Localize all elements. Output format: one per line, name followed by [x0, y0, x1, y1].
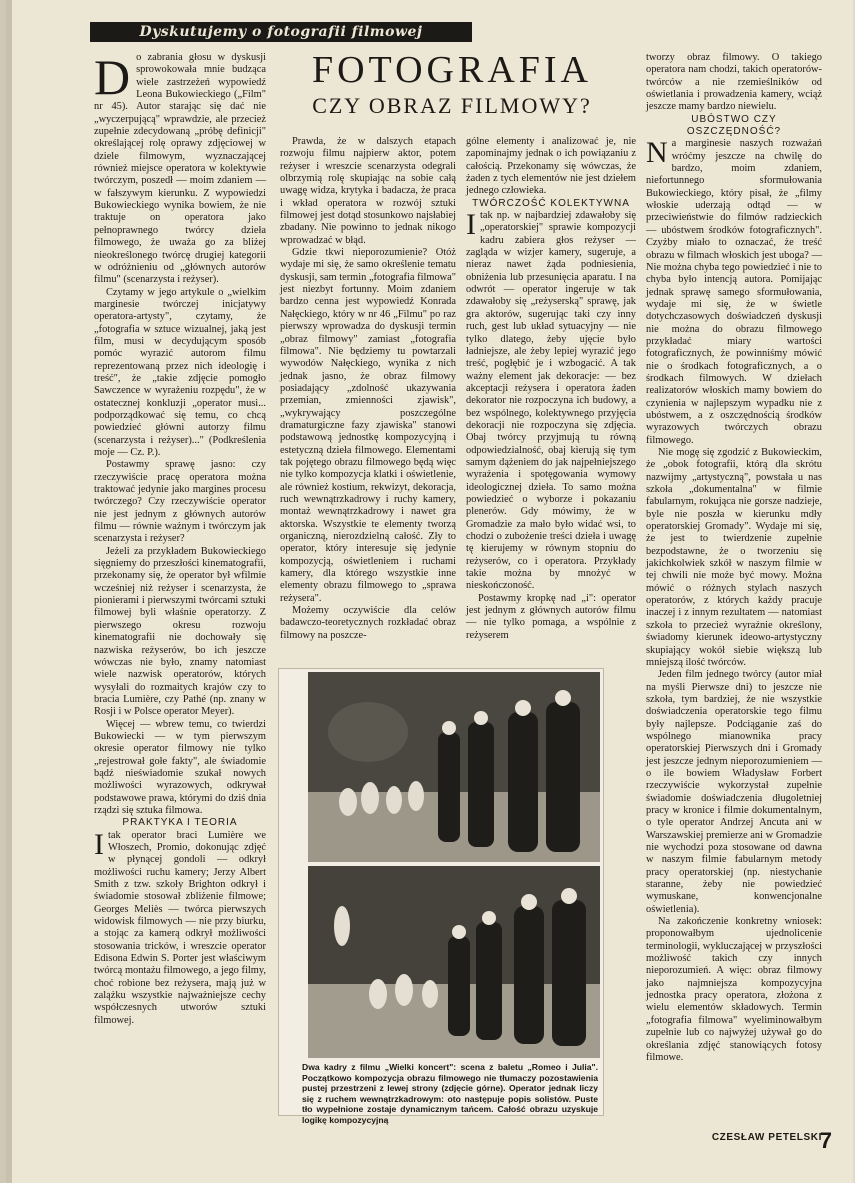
column-3 — [466, 136, 636, 642]
drop-cap: D — [94, 49, 131, 105]
drop-cap: N — [646, 136, 668, 170]
subheading: PRAKTYKA I TEORIA — [122, 817, 238, 829]
article-subtitle: CZY OBRAZ FILMOWY? — [312, 93, 592, 118]
paragraph: tak operator braci Lumière we Włoszech, Promio, dokonując zdjęć w płynącej gondoli — odkrył możliwości ruchu kamery; Jerzy Albert Smith z tzw. szkoły Brighton odkrył i świadomie stosował zbliżenie filmowe; Georges Meliès — twórca pierwszych widowisk filmowych — nie przy biurku, a stojąc za kamerą odkrył możliwości stosowania tricków, i wreszcie operator Edisona Edwin S. Porter jest właściwym twórcą montażu filmowego, a jego filmy, choć robione bez reżysera, mają już w zalążku wszystkie najważniejsze cechy współczesnych utworów sztuki filmowej. — [94, 829, 266, 1026]
drop-cap: I — [466, 208, 476, 242]
subheading: UBÓSTWO CZY OSZCZĘDNOŚĆ? — [686, 113, 782, 138]
paragraph: Nie mogę się zgodzić z Bukowieckim, że „obok fotografii, którą dla skrótu nazwijmy „artystyczną", powstała u nas szkoła „dokumentalna" w filmie fabularnym, rokująca nie gorsze nadzieje, byle nie poszła w kierunku mdły operatorskiej Gromady". Wydaje mi się, że jest to twierdzenie zupełnie bezpodstawne, że o tworzeniu się jakichkolwiek szkół w naszym filmie w tej chwili nie może być mowy. Można mówić o różnych stylach naszych operatorów, z których każdy pracuje inaczej i z innym rezultatem — natomiast szkoła to przecież wyraźnie określony, świadomy kierunek ideowo-artystyczny skupiający wokół siebie większą lub mniejszą ilość twórców. — [646, 447, 822, 668]
paragraph: Czytamy w jego artykule o „wielkim marginesie twórczej inicjatywy operatora-artysty", czytamy, że „fotografia w sztuce wizualnej, jaką jest film, musi w decydującym sposób pomóc wyrazić autorom filmu reprezentowaną przez nich ideologię i treść", że „takie zdjęcie pomogło Sawczence w wyrażeniu rozpędu", że w ostatecznej konkluzji „operator musi... podporządkować się temu, co chcą powiedzieć główni autorzy filmu (scenarzysta i reżyser)..." (Podkreślenia moje — Cz. P.). — [94, 286, 266, 458]
subheading: TWÓRCZOŚĆ KOLEKTYWNA — [472, 197, 630, 209]
paragraph: tak np. w najbardziej zdawałoby się „operatorskiej" sprawie kompozycji kadru zabiera głos reżyser — zagląda w wizjer kamery, sugeruje, a nieraz nawet żąda podniesienia, obniżenia lub przesunięcia aparatu. I na odwrót — operator ingeruje w tak zdawałoby się „reżyserską" sprawę, jak gra aktorów, sugerując taki czy inny ruch, gest lub układ sytuacyjny — nie tylko dlatego, żeby ujęcie było ładniejsze, ale żeby lepiej wyrazić jego treść, pogłębić je i wzbogacić. A tak ważny element jak dekoracje: — bez akceptacji reżysera i operatora żaden dekorator nie rozpoczyna ich budowy, a bez wspólnego, kolektywnego przyjęcia dekoracji nie rozpoczyna się zdjęcia. Obaj twórcy przyjmują tu równą odpowiedzialność, obaj kierują się tym samym dążeniem do jak najpełniejszego wyrażenia i spotęgowania wymowy ideologicznej dzieła. To samo można powiedzieć o wyborze i pokazaniu plenerów. Gdy mówimy, że w Gromadzie za mało było widać wsi, to chodzi o zubożenie treści dzieła i uwagę tę kierujemy w równym stopniu do reżyserów, co i operatora. Przykłady takie można by mnożyć w nieskończoność. — [466, 210, 636, 592]
page-number: 7 — [819, 1128, 832, 1153]
paragraph: Gdzie tkwi nieporozumienie? Otóż wydaje mi się, że samo określenie tematu dyskusji, sam termin „fotografia filmowa" jest niezbyt fortunny. Moim zdaniem bardzo cenna jest wypowiedź Konrada Nałęckiego, który w nr 46 „Filmu" po raz pierwszy wprowadza do dyskusji termin „obraz filmowy" zamiast „fotografia filmowa". Nie będziemy tu powtarzali wywodów Nałęckiego, wynika z nich jednak jasno, że obraz filmowy posiadający „zdolność ukazywania przemian, zmienności zjawisk", „wykrywający poszczególne dramaturgiczne fazy zjawiska" stanowi podstawową jednostkę kompozycyjną i estetyczną dzieła filmowego. Elementami tak pojętego obrazu filmowego będą więc nie tylko kompozycja klatki i oświetlenie, ale również kostium, rekwizyt, dekoracja, ruch wewnątrzkadrowy i ruchy kamery, montaż wewnątrzkadrowy i nawet gra aktorska. Wszystkie te elementy tworzą organiczną, nierozdzielną całość. Zły to operator, który interesuje się jedynie kompozycją, oświetleniem i ruchami kamery, dla którego wszystkie inne elementy obrazu filmowego to „sprawa reżysera". — [280, 247, 456, 604]
column-1 — [94, 49, 266, 1027]
article-title: FOTOGRAFIA — [311, 49, 592, 91]
author-signature: CZESŁAW PETELSKI — [711, 1132, 822, 1143]
paragraph: Prawda, że w dalszych etapach rozwoju filmu najpierw aktor, potem reżyser i wreszcie scenarzysta odegrali olbrzymią rolę skupiając na sobie całą uwagę widza, krytyka i badacza, że praca i wkład operatora w rozwój sztuki filmowej jest dotąd stosunkowo najsłabiej zbadany. Nie powinno to jednak nikogo wprowadzać w błąd. — [280, 136, 456, 246]
paragraph: Postawmy sprawę jasno: czy rzeczywiście pracę operatora można traktować jedynie jako margines procesu twórczego? Czy rzeczywiście operator nie jest jednym z głównych autorów filmu — równie ważnym i twórczym jak scenarzysta i reżyser? — [94, 459, 266, 545]
paragraph: Więcej — wbrew temu, co twierdzi Bukowiecki — w tym pierwszym okresie operator filmowy nie tylko „rejestrował gołe fakty", ale świadomie bądź nieświadomie szukał nowych możliwości wyrazowych, odkrywał podstawowe prawa, którymi do dziś dnia rządzi się sztuka filmowa. — [94, 718, 266, 816]
paragraph: Jeden film jednego twórcy (autor miał na myśli Pierwsze dni) to jeszcze nie szkoła, tym bardziej, że nie wszystkie doświadczenia operatorskie tego filmu były najlepsze. Podciąganie zaś do wspólnego mianownika pracy operatorskiej Pierwszych dni i Gromady jest jeszcze jednym nieporozumieniem — o ile bowiem Władysław Forbert rzeczywiście wykorzystał zupełnie świadomie doświadczenia długoletniej pracy w kronice i filmie dokumentalnym, o tyle operator Andrzej Ancuta ani w Warszawskiej premierze ani w Gromadzie nie wychodzi poza stosowane od dawna w naszym filmie fabularnym metody pracy operatorskiej (np. niestychanie staranne, żeby nie powiedzieć wymuskane, konwencjonalne oświetlenia). — [646, 669, 822, 915]
ballet-scene-illustration — [308, 866, 600, 1058]
paragraph: Możemy oczywiście dla celów badawczo-teoretycznych rozkładać obraz filmowy na poszcze- — [280, 605, 456, 641]
paragraph: Postawmy kropkę nad „i": operator jest jednym z głównych autorów filmu — nie tylko pomaga, a wspólnie z reżyserem — [466, 592, 636, 641]
film-still-top — [308, 672, 600, 862]
film-still-bottom — [308, 866, 600, 1058]
paragraph: Na zakończenie konkretny wniosek: proponowałbym ujednolicenie terminologii, wykluczającej w przyszłości możliwość takich czy innych nieporozumień. A więc: obraz filmowy jako najmniejsza kompozycyjna jednostka pracy operatora, złożona z wielu elementów składowych. Termin „fotografia filmowa" wyeliminowałbym zupełnie lub co najwyżej używał go do określania zdjęć stanowiących fotosy filmowe. — [646, 916, 822, 1063]
paragraph: a marginesie naszych rozważań wróćmy jeszcze na chwilę do bardzo, moim zdaniem, niefortunnego sformułowania Bukowieckiego, który pisał, że „filmy włoskie uderzają odtąd — w przeciwieństwie do filmów radzieckich — ubóstwem środków fotograficznych". Czyżby miało to oznaczać, że treść obrazu w filmach włoskich jest uboga? — Nie można chyba tego powiedzieć i nie to chyba było intencją autora. Pomijając jednak sprawę samego sformułowania, wydaje mi się, że w świetle dotychczasowych doświadczeń dyskusji nie można do obrazu filmowego przykładać miary wartości fotograficznych, że powinniśmy mówić nie o środkach fotograficznych, a o środkach filmowych. W dziełach realizatorów włoskich mamy bowiem do czynienia w najlepszym wypadku nie z ubóstwem, a z oszczędnością środków wyrazowych twórczych obrazu filmowego. — [646, 138, 822, 446]
column-2 — [280, 136, 456, 642]
paragraph: tworzy obraz filmowy. O takiego operatora nam chodzi, takich operatorów-twórców a nie rzemieślników od oświetlania i prowadzenia kamery, wciąż jeszcze mamy bardzo niewielu. — [646, 52, 822, 113]
column-4 — [646, 52, 822, 1064]
paragraph: gólne elementy i analizować je, nie zapominajmy jednak o ich powiązaniu z całością. Przekonamy się wówczas, że żaden z tych elementów nie jest dziełem jednego człowieka. — [466, 136, 636, 197]
paragraph: Jeżeli za przykładem Bukowieckiego sięgniemy do przeszłości kinematografii, przekonamy się, że operator był wfilmie wcześniej niż reżyser i scenarzysta, że pionierami i pierwszymi twórcami sztuki filmowej byli właśnie operatorzy. Z pierwszego okresu rozwoju kinematografii nie dochowały się nazwiska reżyserów, bo ich jeszcze wówczas nie było, znamy natomiast wiele nazwisk operatorów, których wysyłali do rozmaitych krajów czy to bracia Lumière, czy Pathé (np. znany w Rosji i w Polsce operator Meyer). — [94, 545, 266, 718]
section-rubric: Dyskutujemy o fotografii filmowej — [90, 22, 472, 42]
drop-cap: I — [94, 827, 104, 861]
ballet-scene-illustration — [308, 672, 600, 862]
page-edge — [6, 0, 12, 1183]
photo-caption: Dwa kadry z filmu „Wielki koncert": scena z baletu „Romeo i Julia". Początkowo kompozycja obrazu filmowego nie tłumaczy pozostawienia pustej przestrzeni z lewej strony (zdjęcie górne). Operator jednak liczy się z ruchem wewnątrzkadrowym: oto następuje popis solistów. Puste tło wypełnione zostaje dynamicznym tańcem. Całość obrazu uzyskuje logikę kompozycyjną — [302, 1062, 598, 1125]
paragraph: o zabrania głosu w dyskusji sprowokowała mnie budząca wiele zastrzeżeń wypowiedź Leona Bukowieckiego („Film" nr 45). Autor starając się dać nie „wyczerpującą" wprawdzie, ale przecież zupełnie zdecydowaną „próbę definicji" określającej rolę oprawy zdjęciowej w dziele filmowym, wyznaczającej również miejsce operatora w kolektywie twórczym, poszedł — moim zdaniem — w fałszywym kierunku. Z wypowiedzi Bukowieckiego wynika bowiem, że nie traktuje on operatora jako pełnoprawnego twórcy dzieła filmowego, że uważa go za bliżej nieokreślonego twórcę drugiej kategorii w odróżnieniu od „głównych autorów filmu" (scenarzysta i reżyser). — [94, 52, 266, 286]
